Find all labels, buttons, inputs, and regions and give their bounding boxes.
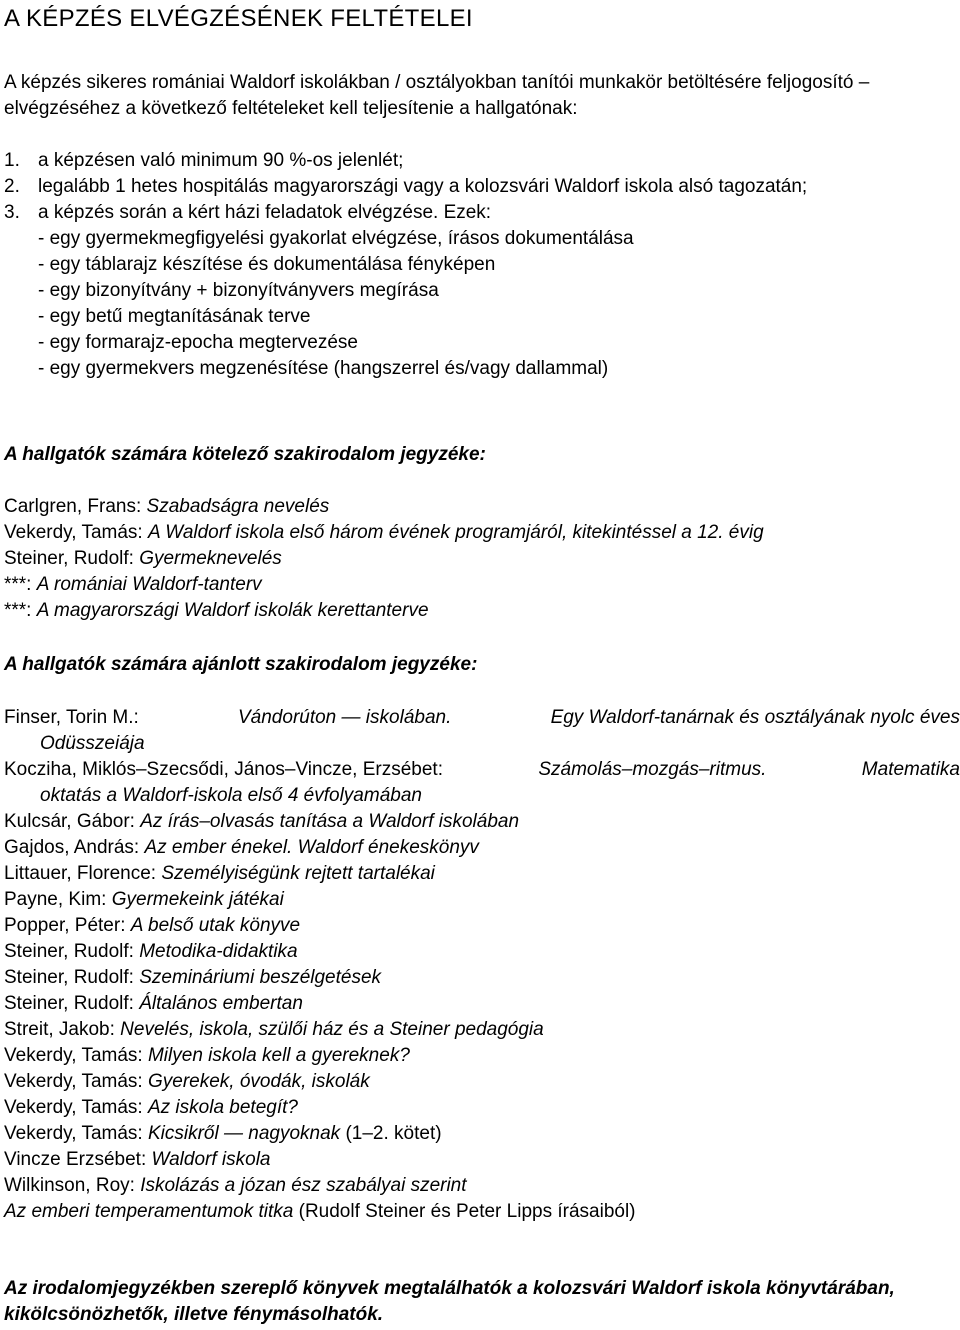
entry-title: Waldorf iskola [151,1149,271,1170]
recommended-reading-heading: A hallgatók számára ajánlott szakirodalom jegyzéke: [4,654,478,675]
bibliography-entry [4,939,960,965]
entry-extra: (1–2. kötet) [340,1123,442,1144]
bibliography-entry [4,835,960,861]
entry-title: Gyermekeink játékai [111,889,284,910]
entry-author: Wilkinson, Roy: [4,1175,141,1196]
entry-title: A magyarországi Waldorf iskolák kerettanterve [36,600,429,621]
library-note: Az irodalomjegyzékben szereplő könyvek megtalálhatók a kolozsvári Waldorf iskola könyvtárában, kikölcsönözhetők, illetve fénymásolhatók. [4,1278,895,1325]
entry-title: Vándorúton — iskolában. [238,707,452,728]
entry-first-line [4,705,960,731]
entry-author: Steiner, Rudolf: [4,941,140,962]
bibliography-entry [4,757,960,809]
homework-task-item: - egy formarajz-epocha megtervezése [38,332,358,353]
bibliography-entry [4,991,960,1017]
entry-author: Gajdos, András: [4,837,145,858]
entry-title: Gyermeknevelés [139,548,282,569]
bibliography-entry [4,1095,960,1121]
entry-extra: Waldorf énekeskönyv [292,837,479,858]
condition-item [4,174,956,200]
bibliography-entry [4,1199,960,1225]
entry-author: Streit, Jakob: [4,1019,121,1040]
entry-title: Kicsikről — nagyoknak [147,1123,341,1144]
entry-author: Payne, Kim: [4,889,112,910]
entry-author: Carlgren, Frans: [4,496,147,517]
condition-text: a képzésen való minimum 90 %-os jelenlét; [38,150,404,171]
conditions-list [4,148,956,382]
bibliography-entry [4,809,960,835]
entry-title: Az ember énekel. [144,837,293,858]
recommended-reading-list [4,705,960,1225]
entry-title: Szemináriumi beszélgetések [139,967,382,988]
condition-number: 1. [4,150,20,171]
bibliography-entry [4,572,960,598]
bibliography-entry [4,861,960,887]
homework-task-item: - egy táblarajz készítése és dokumentálása fényképen [38,254,496,275]
bibliography-entry [4,1173,960,1199]
entry-title: Iskolázás a józan ész szabályai szerint [140,1175,467,1196]
entry-extra: (Rudolf Steiner és Peter Lipps írásaiból) [293,1201,636,1222]
entry-author: Steiner, Rudolf: [4,967,140,988]
bibliography-entry [4,1069,960,1095]
entry-author: Steiner, Rudolf: [4,993,140,1014]
entry-author: Vekerdy, Tamás: [4,1123,148,1144]
bibliography-entry [4,705,960,757]
homework-task-item: - egy gyermekvers megzenésítése (hangszerrel és/vagy dallammal) [38,358,609,379]
bibliography-entry [4,1043,960,1069]
condition-item [4,148,956,174]
entry-continuation: oktatás a Waldorf-iskola első 4 évfolyamában [40,785,422,806]
entry-title: Személyiségünk rejtett tartalékai [161,863,435,884]
entry-title: Milyen iskola kell a gyereknek? [147,1045,410,1066]
condition-item [4,200,956,382]
entry-title: Metodika-didaktika [139,941,298,962]
condition-number: 3. [4,202,20,223]
bibliography-entry [4,520,960,546]
entry-continuation: Odüsszeiája [40,733,145,754]
entry-author: Vekerdy, Tamás: [4,522,148,543]
entry-subtitle: Egy Waldorf-tanárnak és osztályának nyolc éves [550,707,960,728]
entry-title: Nevelés, iskola, szülői ház és a Steiner pedagógia [120,1019,544,1040]
entry-title: Gyerekek, óvodák, iskolák [147,1071,370,1092]
required-reading-heading: A hallgatók számára kötelező szakirodalom jegyzéke: [4,444,486,465]
entry-author: Vincze Erzsébet: [4,1149,152,1170]
entry-subtitle: Matematika [861,759,960,780]
entry-author: Popper, Péter: [4,915,131,936]
entry-title: Az iskola betegít? [147,1097,298,1118]
homework-task-item: - egy bizonyítvány + bizonyítványvers megírása [38,280,439,301]
homework-task-list [4,226,956,382]
entry-author: Littauer, Florence: [4,863,162,884]
entry-title: Az írás–olvasás tanítása a Waldorf iskolában [140,811,520,832]
entry-author: Vekerdy, Tamás: [4,1097,148,1118]
bibliography-entry [4,494,960,520]
condition-text: legalább 1 hetes hospitálás magyarországi vagy a kolozsvári Waldorf iskola alsó tagozatán; [38,176,808,197]
condition-text: a képzés során a kért házi feladatok elvégzése. Ezek: [38,202,492,223]
entry-author: Vekerdy, Tamás: [4,1045,148,1066]
entry-author: Vekerdy, Tamás: [4,1071,148,1092]
entry-title: Számolás–mozgás–ritmus. [538,759,767,780]
entry-title: A romániai Waldorf-tanterv [36,574,262,595]
bibliography-entry [4,913,960,939]
entry-title: Általános embertan [139,993,303,1014]
entry-title: A Waldorf iskola első három évének programjáról, kitekintéssel a 12. évig [147,522,764,543]
condition-number: 2. [4,176,20,197]
bibliography-entry [4,1017,960,1043]
bibliography-entry [4,546,960,572]
entry-author: Finser, Torin M.: [4,707,139,728]
page-title: A KÉPZÉS ELVÉGZÉSÉNEK FELTÉTELEI [4,5,473,32]
entry-author: Kocziha, Miklós–Szecsődi, János–Vincze, Erzsébet: [4,759,443,780]
bibliography-entry [4,598,960,624]
required-reading-list [4,494,960,624]
homework-task-item: - egy gyermekmegfigyelési gyakorlat elvégzése, írásos dokumentálása [38,228,634,249]
homework-task-item: - egy betű megtanításának terve [38,306,311,327]
bibliography-entry [4,1147,960,1173]
bibliography-entry [4,887,960,913]
entry-title: A belső utak könyve [130,915,301,936]
bibliography-entry [4,965,960,991]
entry-author: ***: [4,574,37,595]
entry-title: Szabadságra nevelés [146,496,330,517]
entry-author: Steiner, Rudolf: [4,548,140,569]
intro-paragraph: A képzés sikeres romániai Waldorf iskolákban / osztályokban tanítói munkakör betöltésére feljogosító – elvégzéséhez a következő feltételeket kell teljesítenie a hallgatónak: [4,72,870,119]
entry-first-line [4,757,960,783]
entry-author: Kulcsár, Gábor: [4,811,141,832]
bibliography-entry [4,1121,960,1147]
entry-author: ***: [4,600,37,621]
entry-title: Az emberi temperamentumok titka [4,1201,294,1222]
